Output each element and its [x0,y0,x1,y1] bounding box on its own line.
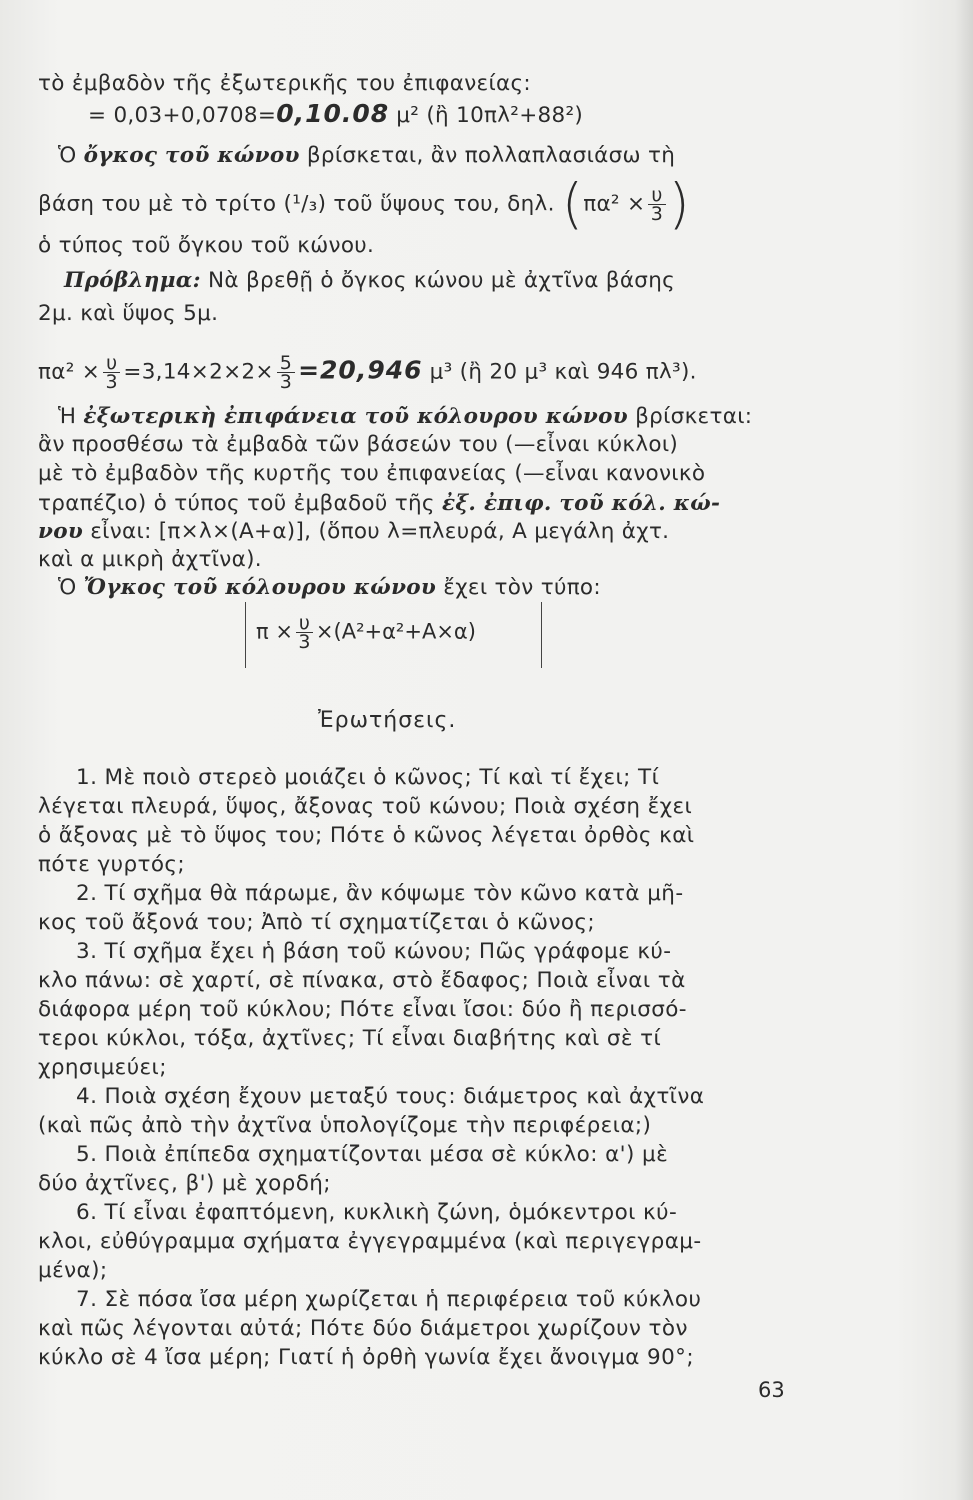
question-line: δύο ἀχτῖνες, β') μὲ χορδή; [38,1171,331,1196]
text-span: =3,14×2×2× [123,359,274,385]
text-line [38,490,768,518]
text-line [58,574,788,602]
question-line: λέγεται πλευρά, ὕψος, ἄξονας τοῦ κώνου; Ποιὰ σχέση ἔχει [38,794,693,819]
page-edge-shadow [955,0,973,1500]
formula [256,614,476,651]
fraction [277,354,295,391]
text-line [64,267,794,295]
question-line: 4. Ποιὰ σχέση ἔχουν μεταξύ τους: διάμετρος καὶ ἀχτῖνα [76,1084,705,1109]
question-line: μένα); [38,1258,108,1283]
text-span: Ὁ [58,575,84,600]
formula-part: π × [256,619,293,644]
text-span: βάση του μὲ τὸ τρίτο (¹/₃) τοῦ ὕψους του, δηλ. [38,191,555,217]
question-line: κος τοῦ ἄξονά του; Ἀπὸ τί σχηματίζεται ὁ κῶνος; [38,910,596,935]
fraction [648,186,665,223]
question-line: πότε γυρτός; [38,852,186,877]
bold-term: ἐξωτερικὴ ἐπιφάνεια τοῦ κόλουρου κώνου [83,404,628,429]
text-line [88,100,818,130]
text-span: Ὁ [58,143,84,168]
fraction-denominator: 3 [650,203,664,225]
question-line: (καὶ πῶς ἀπὸ τὴν ἀχτῖνα ὑπολογίζομε τὴν περιφέρεια;) [38,1113,652,1138]
bold-term: Ὄγκος τοῦ κόλουρου κώνου [83,575,437,600]
fraction [103,354,120,391]
question-line: καὶ πῶς λέγονται αὐτά; Πότε δύο διάμετροι χωρίζουν τὸν [38,1316,688,1341]
result-value: =20,946 [298,355,423,385]
fraction-numerator: υ [103,354,120,373]
text-span: εἶναι: [π×λ×(Α+α)], (ὅπου λ=πλευρά, Α μεγάλη ἀχτ. [83,519,670,544]
question-line: τεροι κύκλοι, τόξα, ἀχτῖνες; Τί εἶναι διαβήτης καὶ σὲ τί [38,1026,662,1051]
fraction-denominator: 3 [105,371,118,393]
paren-open: ( [561,172,584,236]
text-span: = 0,03+0,0708= [88,103,277,128]
question-line: 1. Μὲ ποιὸ στερεὸ μοιάζει ὁ κῶνος; Τί καὶ τί ἔχει; Τί [76,765,660,790]
page-number: 63 [758,1378,785,1402]
question-line: κλο πάνω: σὲ χαρτί, σὲ πίνακα, στὸ ἔδαφος; Ποιὰ εἶναι τὰ [38,968,686,993]
fraction-denominator: 3 [298,631,311,653]
bold-term: ἐξ. ἐπιφ. τοῦ κόλ. κώ- [441,491,721,516]
text-span: τραπέζιο) ὁ τύπος τοῦ ἐμβαδοῦ τῆς [38,491,442,516]
question-line: 2. Τί σχῆμα θὰ πάρωμε, ἂν κόψωμε τὸν κῶνο κατὰ μῆ- [76,881,684,906]
question-line: ὁ ἄξονας μὲ τὸ ὕψος του; Πότε ὁ κῶνος λέγεται ὀρθὸς καὶ [38,823,695,848]
text-line: 2μ. καὶ ὕψος 5μ. [38,301,219,326]
question-line: 7. Σὲ πόσα ἴσα μέρη χωρίζεται ἡ περιφέρεια τοῦ κύκλου [76,1287,702,1312]
fraction-numerator: 5 [277,354,295,373]
fraction [296,614,313,651]
text-line: ὁ τύπος τοῦ ὄγκου τοῦ κώνου. [38,233,375,258]
text-span: Νὰ βρεθῇ ὁ ὄγκος κώνου μὲ ἀχτῖνα βάσης [200,268,676,293]
text-span: μ² (ἢ 10πλ²+88²) [389,103,584,128]
question-line: διάφορα μέρη τοῦ κύκλου; Πότε εἶναι ἴσοι: δύο ἢ περισσό- [38,997,687,1022]
text-span: Ἡ [58,404,84,429]
result-value: 0,10.08 [276,99,390,128]
bold-term: Πρόβλημα: [64,268,201,293]
question-line: χρησιμεύει; [38,1055,167,1080]
text-line: ἂν προσθέσω τὰ ἐμβαδὰ τῶν βάσεών του (—εἶναι κύκλοι) [38,432,679,457]
paren-close: ) [668,172,690,236]
text-span: πα² × [583,191,646,217]
text-line [38,172,768,236]
text-span: μ³ (ἢ 20 μ³ καὶ 946 πλ³). [422,359,697,385]
question-line: 3. Τί σχῆμα ἔχει ἡ βάση τοῦ κώνου; Πῶς γράφομε κύ- [76,939,672,964]
text-line [38,354,768,391]
text-line: μὲ τὸ ἐμβαδὸν τῆς κυρτῆς του ἐπιφανείας (—εἶναι κανονικὸ [38,461,706,486]
text-line: καὶ α μικρὴ ἀχτῖνα). [38,547,262,572]
question-line: 5. Ποιὰ ἐπίπεδα σχηματίζονται μέσα σὲ κύκλο: α') μὲ [76,1142,669,1167]
formula-bracket [245,602,542,668]
bold-term: νου [38,519,84,544]
question-line: 6. Τί εἶναι ἐφαπτόμενη, κυκλικὴ ζώνη, ὁμόκεντροι κύ- [76,1200,678,1225]
text-line [38,518,768,546]
text-line: τὸ ἐμβαδὸν τῆς ἐξωτερικῆς του ἐπιφανείας: [38,71,531,96]
text-span: βρίσκεται: [627,404,753,429]
fraction-numerator: υ [296,614,313,633]
formula-part: ×(Α²+α²+Α×α) [315,619,476,644]
question-line: κύκλο σὲ 4 ἴσα μέρη; Γιατί ἡ ὀρθὴ γωνία ἔχει ἄνοιγμα 90°; [38,1345,694,1370]
section-heading: Ἐρωτήσεις. [318,708,457,733]
text-line [58,403,788,431]
text-line [58,142,788,170]
question-line: κλοι, εὐθύγραμμα σχήματα ἐγγεγραμμένα (καὶ περιγεγραμ- [38,1229,702,1254]
fraction-denominator: 3 [279,371,293,393]
text-span: πα² × [38,359,101,385]
text-span: βρίσκεται, ἂν πολλαπλασιάσω τὴ [299,143,676,168]
fraction-numerator: υ [648,186,665,205]
bold-term: ὄγκος τοῦ κώνου [83,143,300,168]
text-span: ἔχει τὸν τύπο: [436,575,601,600]
